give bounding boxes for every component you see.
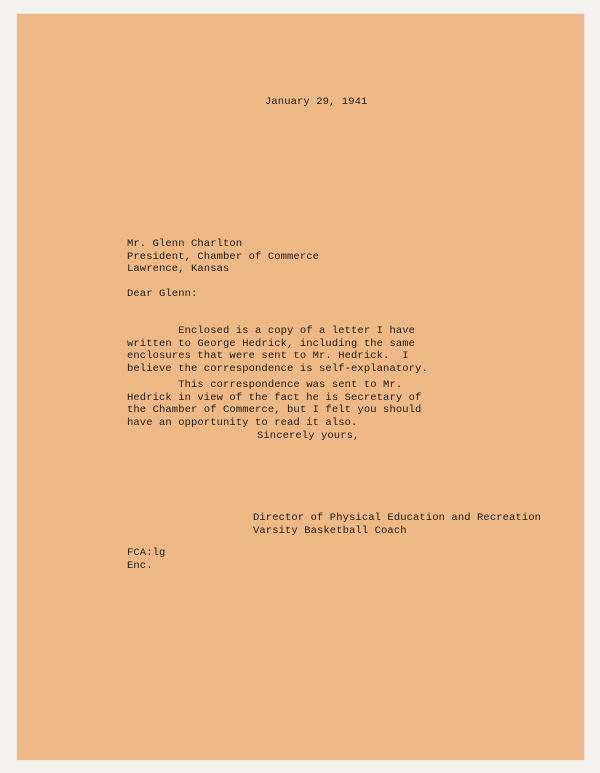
enclosure-note: Enc.	[127, 559, 153, 572]
recipient-address	[127, 238, 319, 276]
body-paragraph-2	[127, 379, 421, 429]
recipient-title: President, Chamber of Commerce	[127, 250, 320, 263]
paragraph-line: believe the correspondence is self-explanatory.	[127, 362, 428, 375]
paragraph-line: enclosures that were sent to Mr. Hedrick. I	[127, 350, 409, 362]
paragraph-line: Enclosed is a copy of a letter I have	[127, 325, 416, 337]
letter-date: January 29, 1941	[265, 96, 368, 108]
paragraph-line: have an opportunity to read it also.	[127, 416, 358, 429]
reference-initials	[127, 547, 165, 572]
typist-initials: FCA:lg	[127, 547, 166, 559]
signature-title-line: Director of Physical Education and Recreation	[253, 512, 542, 524]
paragraph-line: This correspondence was sent to Mr.	[127, 379, 403, 391]
paragraph-line: written to George Hedrick, including the same	[127, 337, 416, 350]
recipient-city: Lawrence, Kansas	[127, 263, 230, 275]
signature-title-line: Varsity Basketball Coach	[253, 524, 407, 537]
letter-page	[17, 14, 584, 760]
closing: Sincerely yours,	[257, 430, 360, 442]
signature-title	[253, 512, 541, 537]
paragraph-line: Hedrick in view of the fact he is Secretary of	[127, 391, 422, 404]
body-paragraph-1	[127, 325, 428, 375]
recipient-name: Mr. Glenn Charlton	[127, 238, 243, 250]
salutation: Dear Glenn:	[127, 288, 198, 300]
paragraph-line: the Chamber of Commerce, but I felt you should	[127, 404, 422, 416]
